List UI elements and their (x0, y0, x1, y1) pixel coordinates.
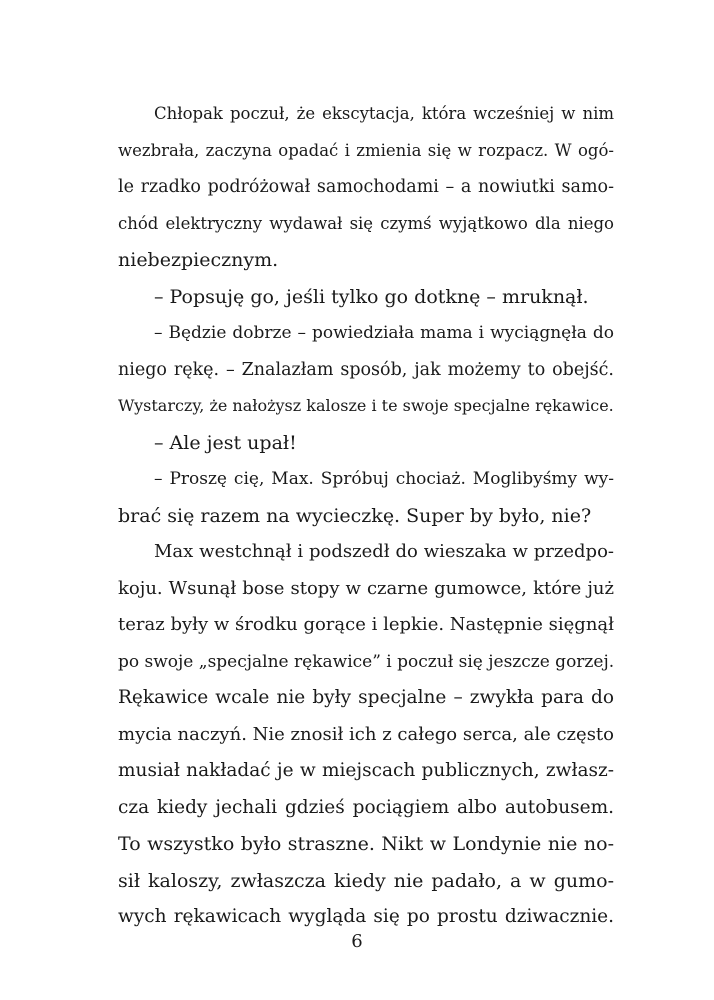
text-line: koju. Wsunął bose stopy w czarne gumowce, które już (118, 577, 614, 599)
text-line: – Popsuję go, jeśli tylko go dotknę – mruknął. (154, 285, 589, 308)
text-line: To wszystko było straszne. Nikt w Londynie nie no- (118, 833, 614, 855)
text-line: Chłopak poczuł, że ekscytacja, która wcześniej w nim (154, 104, 614, 123)
text-line: wezbrała, zaczyna opadać i zmienia się w rozpacz. W ogó- (118, 140, 614, 160)
text-line: – Ale jest upał! (154, 431, 297, 454)
page-number: 6 (351, 931, 363, 952)
text-line: wych rękawicach wygląda się po prostu dziwacznie. (118, 906, 614, 927)
text-line: Rękawice wcale nie były specjalne – zwykła para do (118, 687, 614, 708)
text-line: le rzadko podróżował samochodami – a nowiutki samo- (118, 177, 614, 197)
text-line: po swoje „specjalne rękawice” i poczuł się jeszcze gorzej. (118, 651, 614, 672)
text-line: sił kaloszy, zwłaszcza kiedy nie padało, a w gumo- (118, 869, 614, 892)
text-line: – Proszę cię, Max. Spróbuj chociaż. Moglibyśmy wy- (154, 469, 614, 489)
text-line: niebezpiecznym. (118, 249, 279, 271)
text-line: Wystarczy, że nałożysz kalosze i te swoje specjalne rękawice. (118, 396, 614, 415)
text-line: Max westchnął i podszedł do wieszaka w przedpo- (154, 541, 614, 562)
text-line: brać się razem na wycieczkę. Super by było, nie? (118, 504, 592, 527)
text-line: teraz były w środku gorące i lepkie. Następnie sięgnął (118, 614, 614, 635)
page-body (118, 96, 614, 936)
text-line: – Będzie dobrze – powiedziała mama i wyciągnęła do (154, 323, 614, 343)
text-line: mycia naczyń. Nie znosił ich z całego serca, ale często (118, 723, 614, 745)
text-line: musiał nakładać je w miejscach publicznych, zwłasz- (118, 760, 614, 781)
text-line: chód elektryczny wydawał się czymś wyjątkowo dla niego (118, 213, 614, 233)
text-line: cza kiedy jechali gdzieś pociągiem albo autobusem. (118, 796, 614, 818)
text-line: niego rękę. – Znalazłam sposób, jak możemy to obejść. (118, 359, 614, 380)
